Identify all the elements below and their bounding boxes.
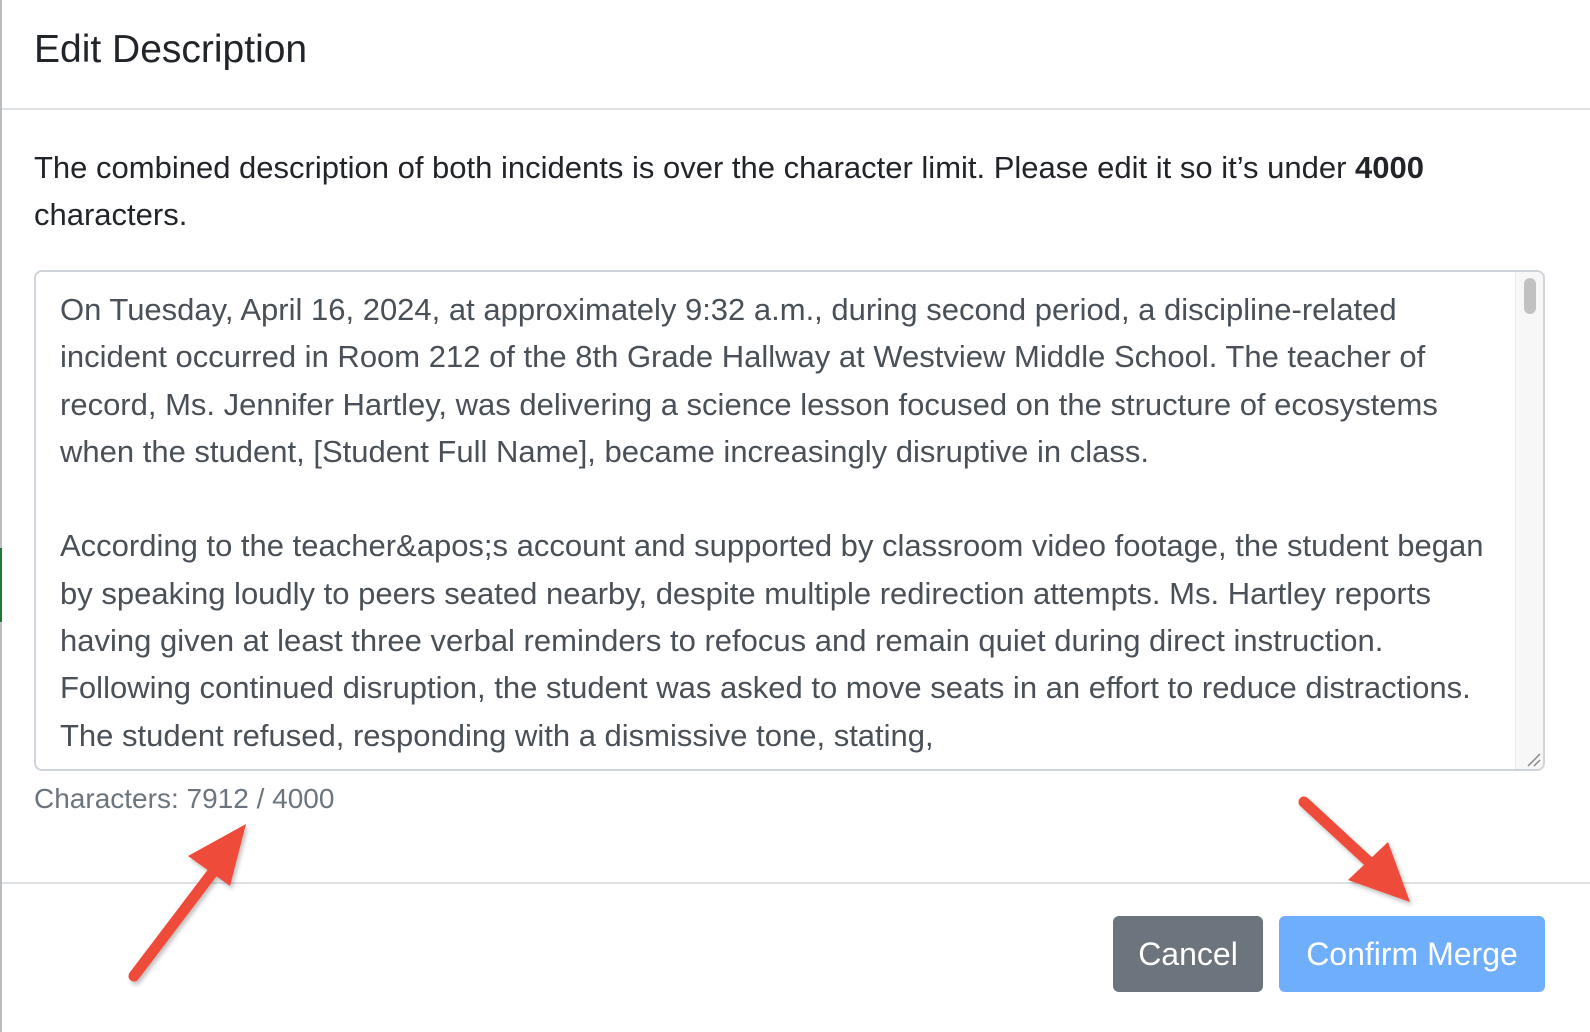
textarea-scrollbar[interactable] <box>1515 272 1543 769</box>
scrollbar-thumb[interactable] <box>1524 278 1536 314</box>
cancel-button[interactable]: Cancel <box>1113 916 1263 992</box>
intro-message <box>34 144 1524 238</box>
edit-description-modal <box>2 0 1590 1032</box>
description-textarea[interactable]: On Tuesday, April 16, 2024, at approximately 9:32 a.m., during second period, a discipline-related incident occurred in Room 212 of the 8th Grade Hallway at Westview Middle School. The teacher of record, Ms. Jennifer Hartley, was delivering a science lesson focused on the structure of ecosystems when the student, [Student Full Name], became increasingly disruptive in class. According to the teacher&apos;s account and supported by classroom video footage, the student began by speaking loudly to peers seated nearby, despite multiple redirection attempts. Ms. Hartley reports having given at least three verbal reminders to refocus and remain quiet during direct instruction. Following continued disruption, the student was asked to move seats in an effort to reduce distractions. The student refused, responding with a dismissive tone, stating, <box>60 292 1484 753</box>
modal-body <box>2 110 1590 882</box>
description-textarea-frame <box>34 270 1545 771</box>
character-limit-value: 4000 <box>1355 150 1425 185</box>
intro-suffix: characters. <box>34 197 188 232</box>
resize-grip-icon[interactable] <box>1525 751 1541 767</box>
character-counter: Characters: 7912 / 4000 <box>34 783 335 814</box>
confirm-merge-button[interactable]: Confirm Merge <box>1279 916 1545 992</box>
modal-header <box>2 0 1590 110</box>
modal-footer <box>2 882 1590 1032</box>
modal-title: Edit Description <box>34 28 308 71</box>
intro-text: The combined description of both incidents is over the character limit. Please edit it so it’s under <box>34 150 1356 185</box>
